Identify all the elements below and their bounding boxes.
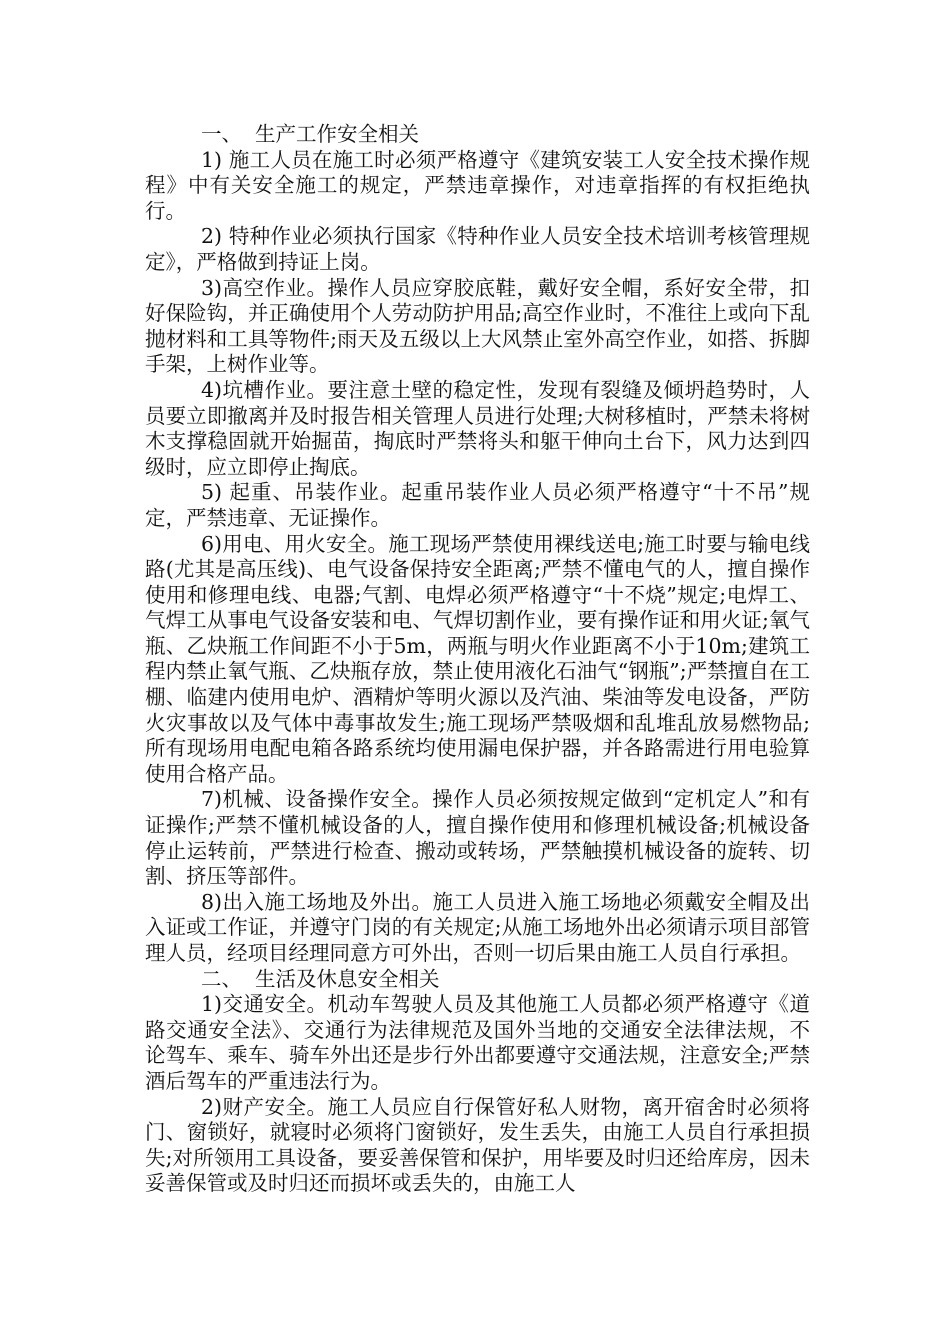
paragraph-1-4: 4)坑槽作业。要注意土壁的稳定性，发现有裂缝及倾坍趋势时，人员要立即撤离并及时报告相关管理人员进行处理;大树移植时，严禁未将树木支撑稳固就开始掘苗，掏底时严禁将头和躯干伸向土台下，风力达到四级时，应立即停止掏底。 bbox=[145, 377, 810, 479]
paragraph-1-8: 8)出入施工场地及外出。施工人员进入施工场地必须戴安全帽及出入证或工作证，并遵守门岗的有关规定;从施工场地外出必须请示项目部管理人员，经项目经理同意方可外出，否则一切后果由施工人员自行承担。 bbox=[145, 889, 810, 965]
paragraph-2-1: 1)交通安全。机动车驾驶人员及其他施工人员都必须严格遵守《道路交通安全法》、交通行为法律规范及国外当地的交通安全法律法规，不论驾车、乘车、骑车外出还是步行外出都要遵守交通法规，注意安全;严禁酒后驾车的严重违法行为。 bbox=[145, 992, 810, 1093]
paragraph-1-2: 2) 特种作业必须执行国家《特种作业人员安全技术培训考核管理规定》，严格做到持证上岗。 bbox=[145, 224, 810, 274]
document-page bbox=[145, 122, 810, 1197]
paragraph-1-7: 7)机械、设备操作安全。操作人员必须按规定做到“定机定人”和有证操作;严禁不懂机械设备的人，擅自操作使用和修理机械设备;机械设备停止运转前，严禁进行检查、搬动或转场，严禁触摸机械设备的旋转、切割、挤压等部件。 bbox=[145, 787, 810, 889]
paragraph-2-2: 2)财产安全。施工人员应自行保管好私人财物，离开宿舍时必须将门、窗锁好，就寝时必须将门窗锁好，发生丢失，由施工人员自行承担损失;对所领用工具设备，要妥善保管和保护，用毕要及时归还给库房，因未妥善保管或及时归还而损坏或丢失的，由施工人 bbox=[145, 1094, 810, 1196]
paragraph-1-5: 5) 起重、吊装作业。起重吊装作业人员必须严格遵守“十不吊”规定，严禁违章、无证操作。 bbox=[145, 480, 810, 530]
paragraph-1-3: 3)高空作业。操作人员应穿胶底鞋，戴好安全帽，系好安全带，扣好保险钩，并正确使用个人劳动防护用品;高空作业时，不准往上或向下乱抛材料和工具等物件;雨天及五级以上大风禁止室外高空作业，如搭、拆脚手架，上树作业等。 bbox=[145, 275, 810, 377]
paragraph-1-1: 1) 施工人员在施工时必须严格遵守《建筑安装工人安全技术操作规程》中有关安全施工的规定，严禁违章操作，对违章指挥的有权拒绝执行。 bbox=[145, 147, 810, 223]
section-heading-living-safety: 二、 生活及休息安全相关 bbox=[201, 966, 440, 991]
paragraph-1-6: 6)用电、用火安全。施工现场严禁使用裸线送电;施工时要与输电线路(尤其是高压线)、电气设备保持安全距离;严禁不懂电气的人，擅自操作使用和修理电线、电器;气割、电焊必须严格遵守“十不烧”规定;电焊工、气焊工从事电气设备安装和电、气焊切割作业，要有操作证和用火证;氧气瓶、乙炔瓶工作间距不小于5m，两瓶与明火作业距离不小于10m;建筑工程内禁止氧气瓶、乙炔瓶存放，禁止使用液化石油气“钢瓶”;严禁擅自在工棚、临建内使用电炉、酒精炉等明火源以及汽油、柴油等发电设备，严防火灾事故以及气体中毒事故发生;施工现场严禁吸烟和乱堆乱放易燃物品;所有现场用电配电箱各路系统均使用漏电保护器，并各路需进行用电验算使用合格产品。 bbox=[145, 531, 810, 786]
section-heading-production-safety: 一、 生产工作安全相关 bbox=[201, 122, 420, 146]
